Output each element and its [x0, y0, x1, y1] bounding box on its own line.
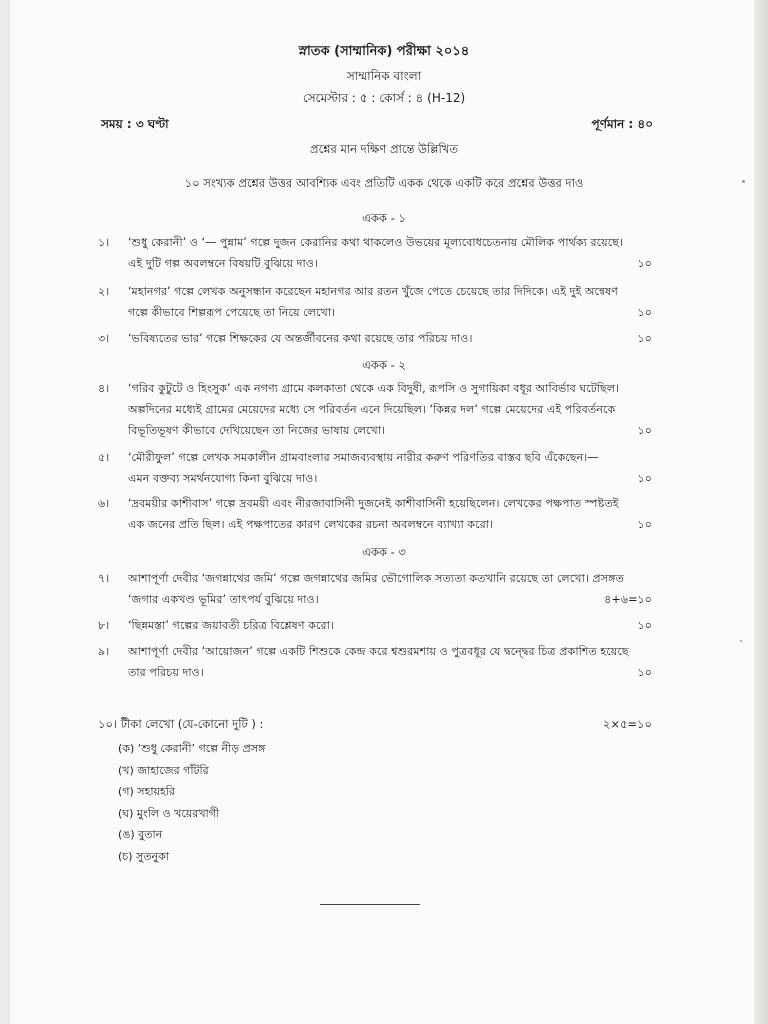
- question-7: [98, 568, 660, 610]
- time-marks-row: [101, 116, 653, 136]
- time-allowed: সময় : ৩ ঘণ্টা: [101, 117, 169, 131]
- full-marks: পূর্ণমান : ৪০: [591, 117, 653, 131]
- question-text: অল্পদিনের মধ্যেই গ্রামের মেয়েদের মধ্যে সে পরিবর্তন এনে দিয়েছিল। ‘কিন্নর দল’ গল্পে মেয়েদের এই পরিবর্তনকে: [128, 403, 616, 416]
- question-text: আশাপূর্ণা দেবীর ‘আয়োজন’ গল্পে একটি শিশুকে কেন্দ্র করে শ্বশুরমশায় ও পুত্রবধূর যে দ্বন্দ্বের চিত্র প্রকাশিত হয়েছে: [128, 645, 629, 658]
- question-text: ‘ছিন্নমস্তা’ গল্পের জয়াবতী চরিত্র বিশ্লেষণ করো।: [128, 619, 334, 632]
- short-note-option: (ঙ) বুতান: [118, 828, 163, 842]
- question-text: ‘মৌরীফুল’ গল্পে লেখক সমকালীন গ্রামবাংলার সমাজব্যবস্থায় নারীর করুণ পরিণতির বাস্তব ছবি এঁকেছেন।—: [128, 451, 599, 464]
- subject-title: সাম্মানিক বাংলা: [346, 69, 422, 83]
- section-heading: একক - ৩: [362, 545, 406, 559]
- question-marks: ১০: [637, 518, 652, 531]
- instruction-marks-note: প্রশ্নের মান দক্ষিণ প্রান্তে উল্লিখিত: [310, 142, 458, 156]
- question-marks: ১০: [637, 424, 652, 437]
- question-number: ৮।: [98, 619, 110, 632]
- question-number: ৪।: [98, 382, 110, 395]
- question-text: এমন বক্তব্য সমর্থনযোগ্য কিনা বুঝিয়ে দাও।: [128, 472, 318, 485]
- question-text: ‘জগার একখণ্ড ভূমির’ তাৎপর্য বুঝিয়ে দাও।: [128, 593, 319, 606]
- question-marks: ১০: [637, 472, 652, 485]
- question-number: ৬।: [98, 497, 110, 510]
- short-note-option: (ঘ) মুংলি ও খয়েরখাগী: [118, 806, 220, 820]
- question-text: ‘দ্রবময়ীর কাশীবাস’ গল্পে দ্রবময়ী এবং নীরজাবাসিনী দুজনেই কাশীবাসিনী হয়েছিলেন। লেখকের পক্ষপাত স্পষ্টতই: [128, 497, 619, 510]
- question-text: এক জনের প্রতি ছিল। এই পক্ষপাতের কারণ লেখকের রচনা অবলম্বনে ব্যাখ্যা করো।: [128, 518, 494, 531]
- question-text: ‘শুধু কেরানী’ ও ‘— পুন্নাম’ গল্পে দুজন কেরানির কথা থাকলেও উভয়ের মূল্যবোধচেতনায় মৌলিক পার্থক্য রয়েছে।: [128, 236, 624, 249]
- question-number: ১।: [98, 236, 110, 249]
- scan-speck: [742, 180, 745, 183]
- question-marks: ১০: [637, 257, 652, 270]
- question-text: আশাপূর্ণা দেবীর ‘জগন্নাথের জমি’ গল্পে জগন্নাথের জমির ভৌগোলিক সত্যতা কতখানি রয়েছে তা লেখো। প্রসঙ্গত: [128, 572, 624, 585]
- question-1: [98, 232, 660, 274]
- question-marks: ২×৫=১০: [602, 717, 652, 731]
- question-text: তার পরিচয় দাও।: [128, 666, 204, 679]
- question-2: [98, 281, 660, 323]
- semester-course: সেমেস্টার : ৫ : কোর্স : ৪ (H-12): [302, 91, 466, 105]
- short-note-option: (খ) জাহাজের গাঁটরি: [118, 763, 209, 777]
- question-number: ২।: [98, 285, 110, 298]
- question-text: বিভূতিভূষণ কীভাবে দেখিয়েছেন তা নিজের ভাষায় লেখো।: [128, 424, 386, 437]
- question-text: গল্পে কীভাবে শিল্পরূপ পেয়েছে তা নিয়ে লেখো।: [128, 306, 336, 319]
- question-text: টীকা লেখো (যে-কোনো দুটি ) :: [120, 717, 264, 731]
- question-10: [98, 714, 660, 734]
- end-rule: [320, 904, 420, 905]
- question-number: ৫।: [98, 451, 110, 464]
- instruction-answer-note: ১০ সংখ্যক প্রশ্নের উত্তর আবশ্যিক এবং প্রতিটি একক থেকে একটি করে প্রশ্নের উত্তর দাও: [184, 176, 584, 190]
- question-marks: ১০: [637, 619, 652, 632]
- question-marks: ১০: [637, 332, 652, 345]
- question-number: ৭।: [98, 572, 110, 585]
- question-8: [98, 615, 660, 636]
- short-note-option: (ক) ‘শুধু কেরানী’ গল্পে নীড় প্রসঙ্গ: [118, 742, 266, 755]
- question-number: ৯।: [98, 645, 110, 658]
- question-text: এই দুটি গল্প অবলম্বনে বিষয়টি বুঝিয়ে দাও।: [128, 257, 318, 270]
- question-number: ৩।: [98, 332, 110, 345]
- section-heading: একক - ২: [362, 358, 406, 372]
- question-text: ‘ভবিষ্যতের ভার’ গল্পে শিক্ষকের যে অন্তর্জীবনের কথা রয়েছে তার পরিচয় দাও।: [128, 332, 473, 345]
- question-4: [98, 378, 660, 441]
- question-marks: ১০: [637, 306, 652, 319]
- question-6: [98, 493, 660, 535]
- question-marks: ৪+৬=১০: [604, 593, 652, 606]
- question-number: ১০।: [98, 717, 118, 731]
- scan-speck: [740, 640, 742, 642]
- short-note-option: (চ) সুতনুকা: [118, 849, 169, 863]
- question-5: [98, 447, 660, 489]
- section-heading: একক - ১: [362, 211, 406, 225]
- short-note-options: [118, 738, 265, 868]
- short-note-option: (গ) সহায়হরি: [118, 785, 175, 799]
- exam-title: স্নাতক (সাম্মানিক) পরীক্ষা ২০১৪: [298, 44, 470, 59]
- question-text: ‘গরিব কুটুটে ও হিংসুক’ এক নগণ্য গ্রামে কলকাতা থেকে এক বিদুষী, রূপসি ও সুগায়িকা বধূর আবির্ভাব ঘটেছিল।: [128, 382, 620, 395]
- question-9: [98, 641, 660, 683]
- question-text: ‘মহানগর’ গল্পে লেখক অনুসন্ধান করেছেন মহানগর আর রতন খুঁজে পেতে চেয়েছে তার দিদিকে। এই দুই অন্বেষণ: [128, 285, 618, 298]
- question-3: [98, 328, 660, 349]
- question-marks: ১০: [637, 666, 652, 679]
